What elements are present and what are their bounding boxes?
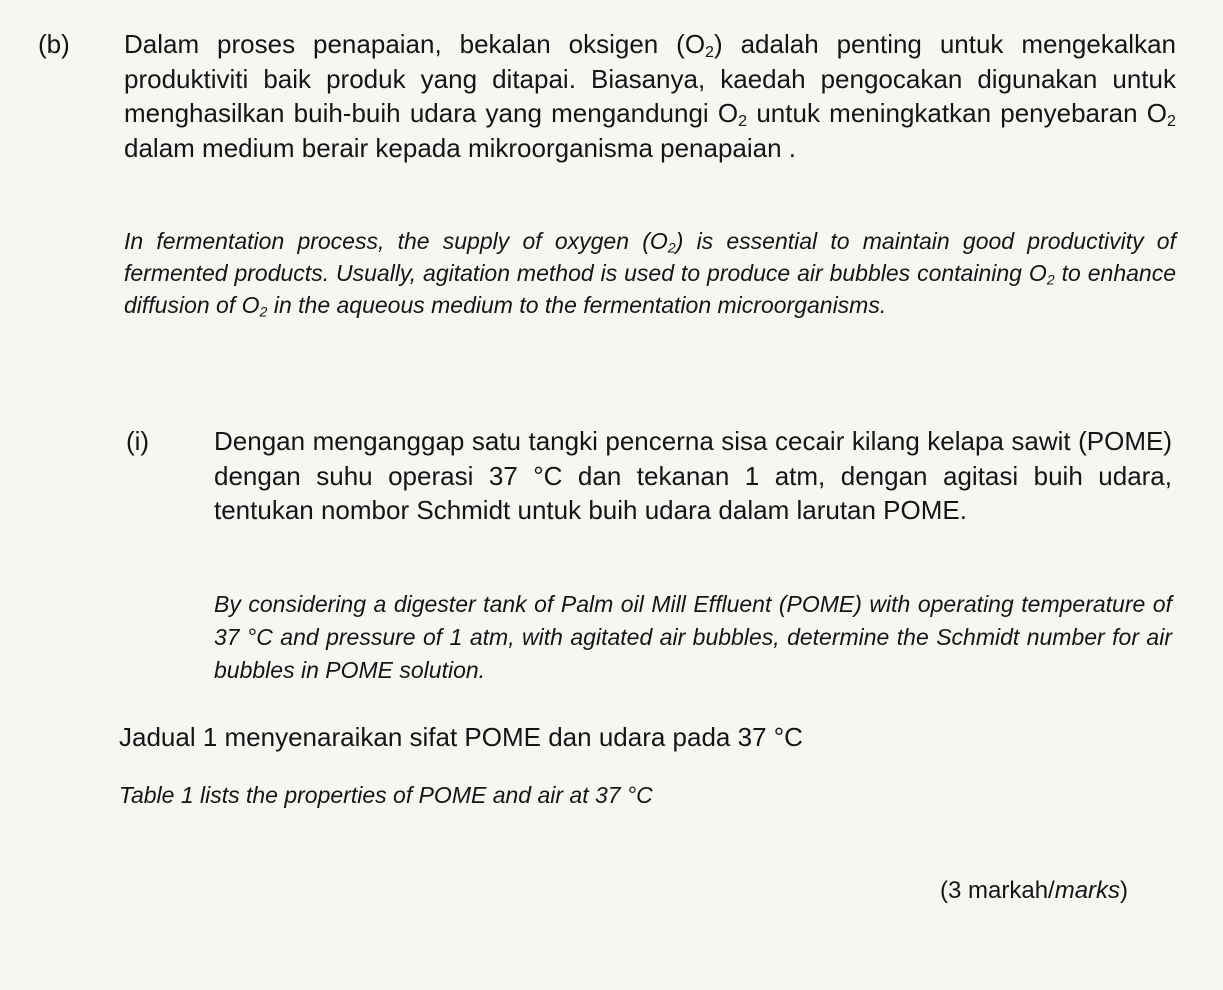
part-i-label: (i): [126, 426, 150, 456]
part-i-malay-text: Dengan menganggap satu tangki pencerna sisa cecair kilang kelapa sawit (POME) dengan suhu operasi 37 °C dan tekanan 1 atm, dengan agitasi buih udara, tentukan nombor Schmidt untuk buih udara dalam larutan POME.: [214, 426, 1172, 525]
part-b-malay-text: Dalam proses penapaian, bekalan oksigen $(O_2)$ adalah penting untuk mengekalkan produktiviti baik produk yang ditapai. Biasanya, kaedah pengocakan digunakan untuk menghasilkan buih-buih udara yang mengandungi $O_2$ untuk meningkatkan penyebaran $O_2$ dalam medium berair kepada mikroorganisma penapaian .: [124, 29, 1177, 163]
part-i-english-text: By considering a digester tank of Palm oil Mill Effluent (POME) with operating temperature of 37 °C and pressure of 1 atm, with agitated air bubbles, determine the Schmidt number for air bubbles in POME solution.: [214, 591, 1172, 683]
part-b-label: (b): [38, 29, 70, 59]
marks-allocation: (3 markah/marks): [940, 877, 1129, 904]
table-note-malay: Jadual 1 menyenaraikan sifat POME dan udara pada 37 °C: [119, 722, 803, 752]
table-note-english: Table 1 lists the properties of POME and air at 37 °C: [119, 782, 653, 808]
part-b-english-text: In fermentation process, the supply of oxygen $(O_2)$ is essential to maintain good productivity of fermented products. Usually, agitation method is used to produce air bubbles containing $O_2$ to enhance diffusion of $O_2$ in the aqueous medium to the fermentation microorganisms.: [124, 228, 1176, 321]
